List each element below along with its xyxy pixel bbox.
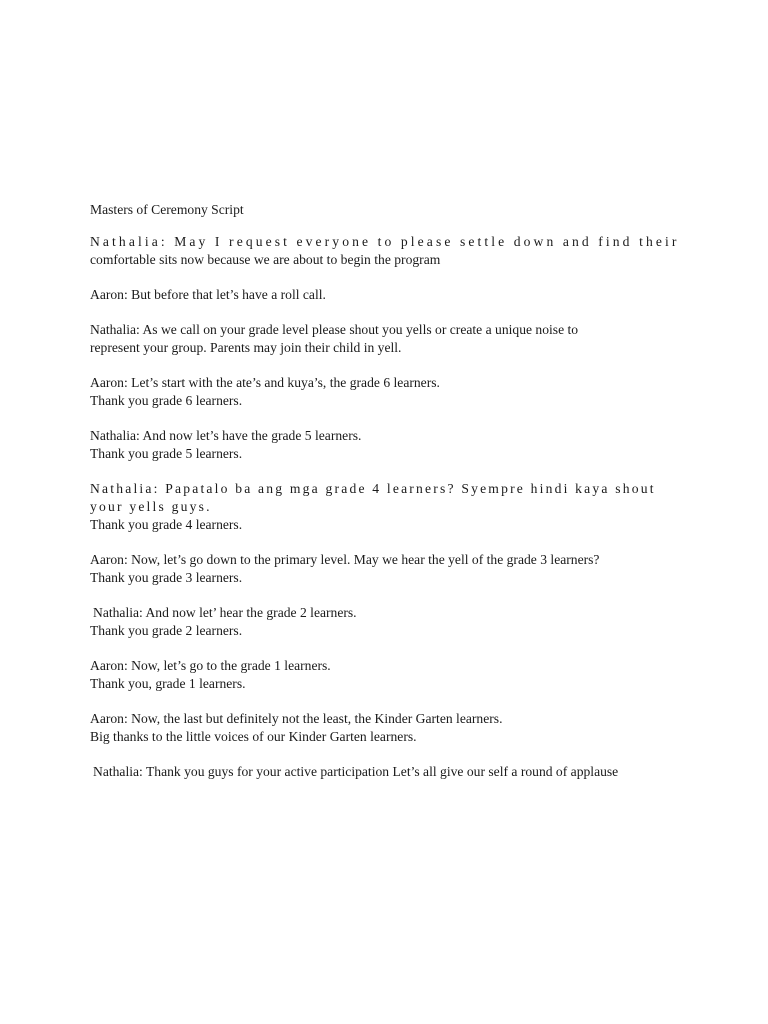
script-line: your yells guys. — [90, 499, 212, 514]
script-paragraph — [90, 480, 710, 534]
script-line: Aaron: Now, let’s go to the grade 1 learners. — [90, 658, 331, 673]
script-paragraph — [90, 233, 710, 269]
script-paragraph — [90, 321, 710, 357]
script-paragraph — [90, 604, 710, 640]
script-paragraph — [90, 374, 710, 410]
script-line: Thank you grade 2 learners. — [90, 623, 243, 638]
script-line: Thank you grade 3 learners. — [90, 570, 243, 585]
script-line: Nathalia: And now let’s have the grade 5 learners. — [90, 428, 362, 443]
script-paragraph — [90, 710, 710, 746]
script-line: Nathalia: Papatalo ba ang mga grade 4 learners? Syempre hindi kaya shout — [90, 481, 656, 496]
script-paragraph — [90, 427, 710, 463]
script-line: comfortable sits now because we are about to begin the program — [90, 252, 441, 267]
script-line: Aaron: Now, the last but definitely not the least, the Kinder Garten learners. — [90, 711, 503, 726]
script-line: Big thanks to the little voices of our Kinder Garten learners. — [90, 729, 417, 744]
script-line: Nathalia: As we call on your grade level please shout you yells or create a unique noise to — [90, 322, 579, 337]
script-paragraph — [90, 551, 710, 587]
script-paragraph — [90, 763, 710, 781]
script-line: Thank you grade 4 learners. — [90, 517, 243, 532]
script-line: Aaron: But before that let’s have a roll call. — [90, 287, 326, 302]
script-paragraph — [90, 286, 710, 304]
script-line: Thank you grade 6 learners. — [90, 393, 243, 408]
document-title: Masters of Ceremony Script — [90, 202, 244, 217]
script-paragraph — [90, 657, 710, 693]
script-line: Thank you, grade 1 learners. — [90, 676, 246, 691]
document-page — [90, 201, 710, 798]
script-line: Nathalia: And now let’ hear the grade 2 learners. — [93, 605, 357, 620]
script-line: represent your group. Parents may join their child in yell. — [90, 340, 402, 355]
script-line: Thank you grade 5 learners. — [90, 446, 243, 461]
script-line: Nathalia: Thank you guys for your active participation Let’s all give our self a round of applause — [93, 764, 619, 779]
script-line: Nathalia: May I request everyone to please settle down and find their — [90, 234, 680, 249]
script-line: Aaron: Now, let’s go down to the primary level. May we hear the yell of the grade 3 learners? — [90, 552, 600, 567]
script-line: Aaron: Let’s start with the ate’s and kuya’s, the grade 6 learners. — [90, 375, 440, 390]
